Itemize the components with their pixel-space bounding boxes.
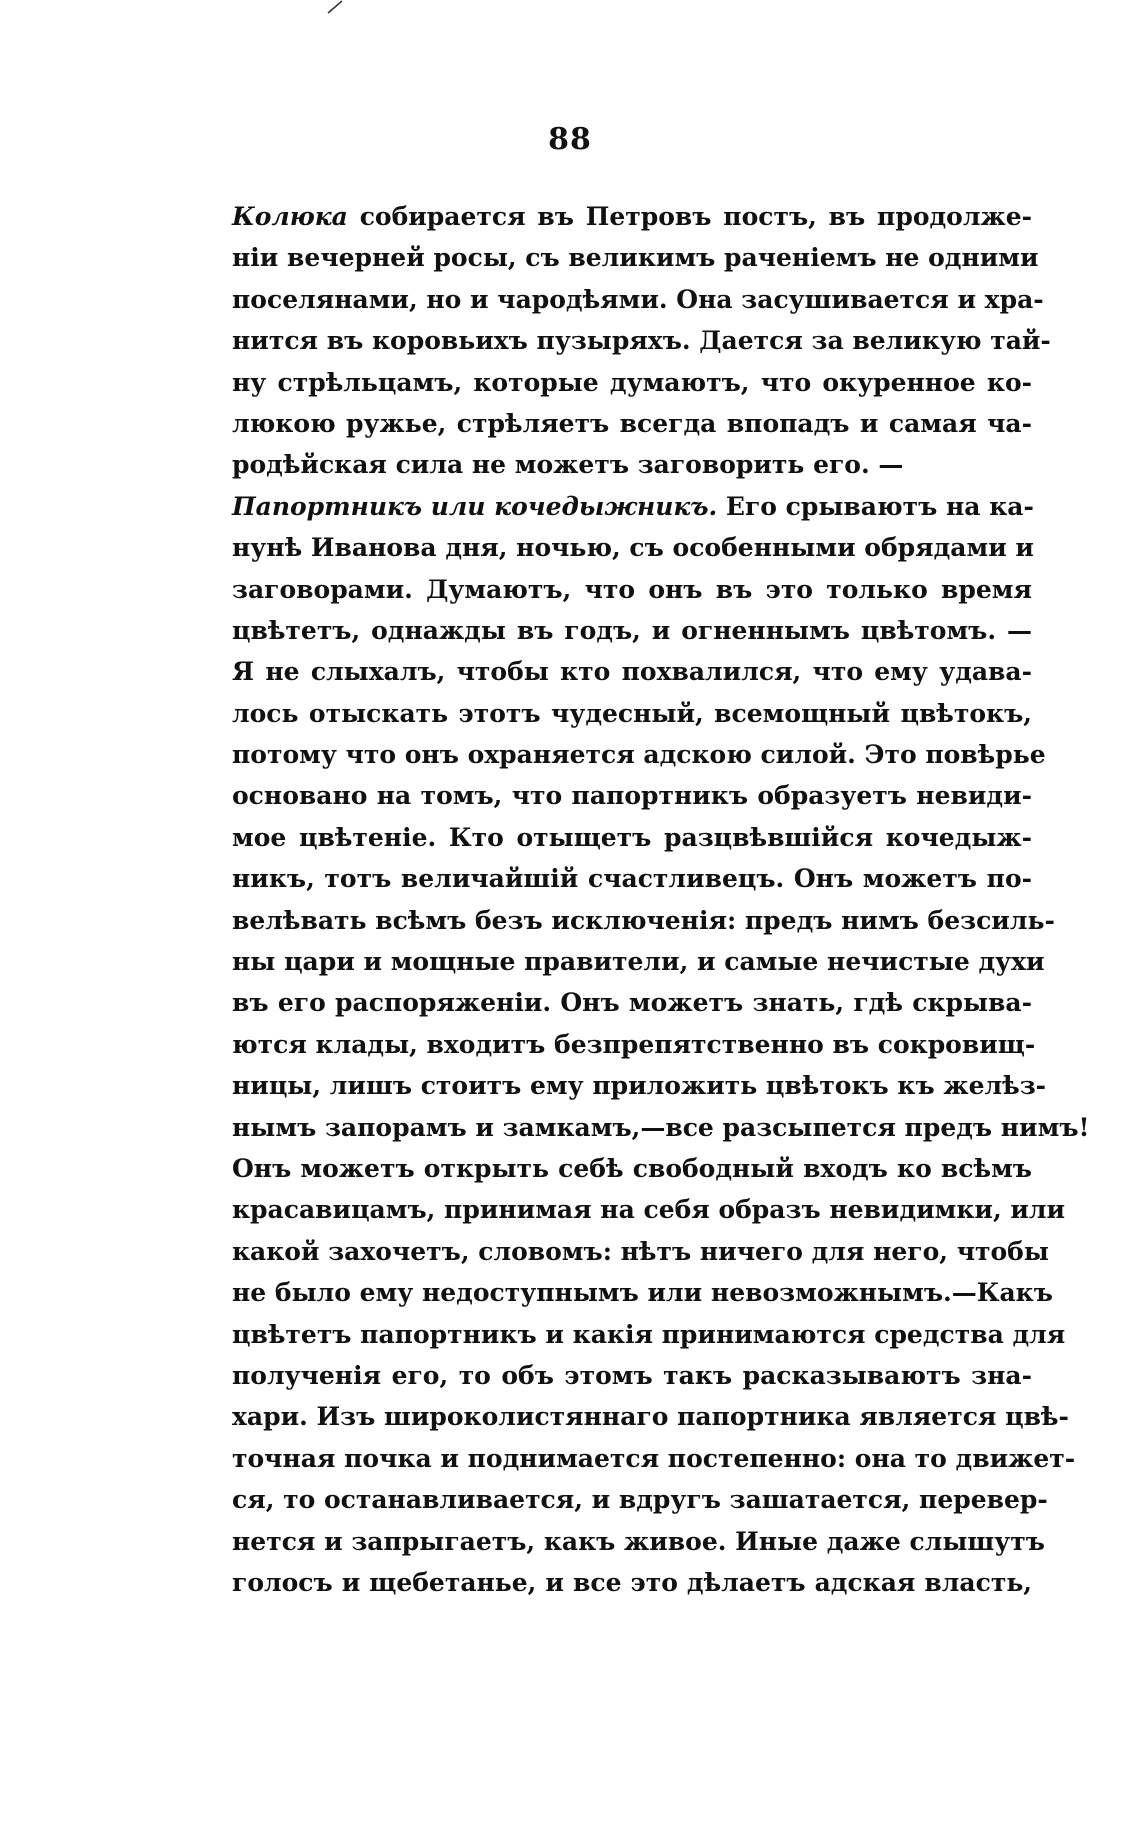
pencil-mark [326,0,344,14]
text-line: нется и запрыгаетъ, какъ живое. Иные даже слышутъ [232,1526,1045,1556]
text-line: какой захочетъ, словомъ: нѣтъ ничего для него, чтобы [232,1236,1049,1266]
text-line: хари. Изъ широколистяннаго папортника является цвѣ- [232,1402,1069,1432]
text-line: родѣйская сила не можетъ заговорить его. — [232,450,904,480]
text-line: голосъ и щебетанье, и все это дѣлаетъ адская власть, [232,1567,1032,1597]
text-line: полученiя его, то объ этомъ такъ расказываютъ зна- [232,1360,1032,1390]
text-line: цвѣтетъ папортникъ и какiя принимаются средства для [232,1319,1066,1349]
text-line: точная почка и поднимается постепенно: она то движет- [232,1443,1076,1473]
text-line: мое цвѣтенiе. Кто отыщетъ разцвѣвшiйся кочедыж- [232,822,1032,852]
page-number: 88 [548,122,592,157]
term-paportnik: Папортникъ или кочедыжникъ. [232,491,718,521]
text-line: лось отыскать этотъ чудесный, всемощный цвѣтокъ, [232,698,1032,728]
text-line: нымъ запорамъ и замкамъ,—все разсыпется предъ нимъ! [232,1112,1090,1142]
text-line: никъ, тотъ величайшiй счастливецъ. Онъ можетъ по- [232,864,1032,894]
text-line: красавицамъ, принимая на себя образъ невидимки, или [232,1195,1066,1225]
text-line: нунѣ Иванова дня, ночью, съ особенными обрядами и [232,533,1034,563]
text-line [232,486,1032,527]
line-text: собирается въ Петровъ постъ, въ продолже- [347,202,1032,231]
text-line: ну стрѣльцамъ, которые думаютъ, что окуренное ко- [232,367,1032,397]
text-line [232,196,1032,237]
text-line: нится въ коровьихъ пузыряхъ. Дается за великую тай- [232,326,1051,356]
text-line: Я не слыхалъ, чтобы кто похвалился, что ему удава- [232,657,1032,687]
text-line: потому что онъ охраняется адскою силой. Это повѣрье [232,740,1046,770]
text-line: ются клады, входитъ безпрепятственно въ сокровищ- [232,1029,1036,1059]
line-text: Его срываютъ на ка- [717,491,1034,521]
text-line: люкою ружье, стрѣляетъ всегда впопадъ и самая ча- [232,408,1032,438]
text-line: поселянами, но и чародѣями. Она засушивается и хра- [232,284,1044,314]
text-line: ны цари и мощные правители, и самые нечистые духи [232,947,1045,977]
text-line: Онъ можетъ открыть себѣ свободный входъ ко всѣмъ [232,1153,1032,1183]
text-line: основано на томъ, что папортникъ образуетъ невиди- [232,781,1032,811]
text-line: ницы, лишъ стоитъ ему приложить цвѣтокъ къ желѣз- [232,1071,1047,1101]
text-line: заговорами. Думаютъ, что онъ въ это только время [232,574,1032,604]
body-text [232,196,1090,1603]
text-line: нiи вечерней росы, съ великимъ раченiемъ не одними [232,243,1039,273]
text-line: въ его распоряженiи. Онъ можетъ знать, гдѣ скрыва- [232,988,1032,1018]
term-koliuka: Колюка [232,202,348,231]
text-line: не было ему недоступнымъ или невозможнымъ.—Какъ [232,1278,1053,1308]
text-line: велѣвать всѣмъ безъ исключенiя: предъ нимъ безсиль- [232,905,1055,935]
text-line: цвѣтетъ, однажды въ годъ, и огненнымъ цвѣтомъ. — [232,615,1032,645]
text-line: ся, то останавливается, и вдругъ зашатается, перевер- [232,1485,1048,1515]
